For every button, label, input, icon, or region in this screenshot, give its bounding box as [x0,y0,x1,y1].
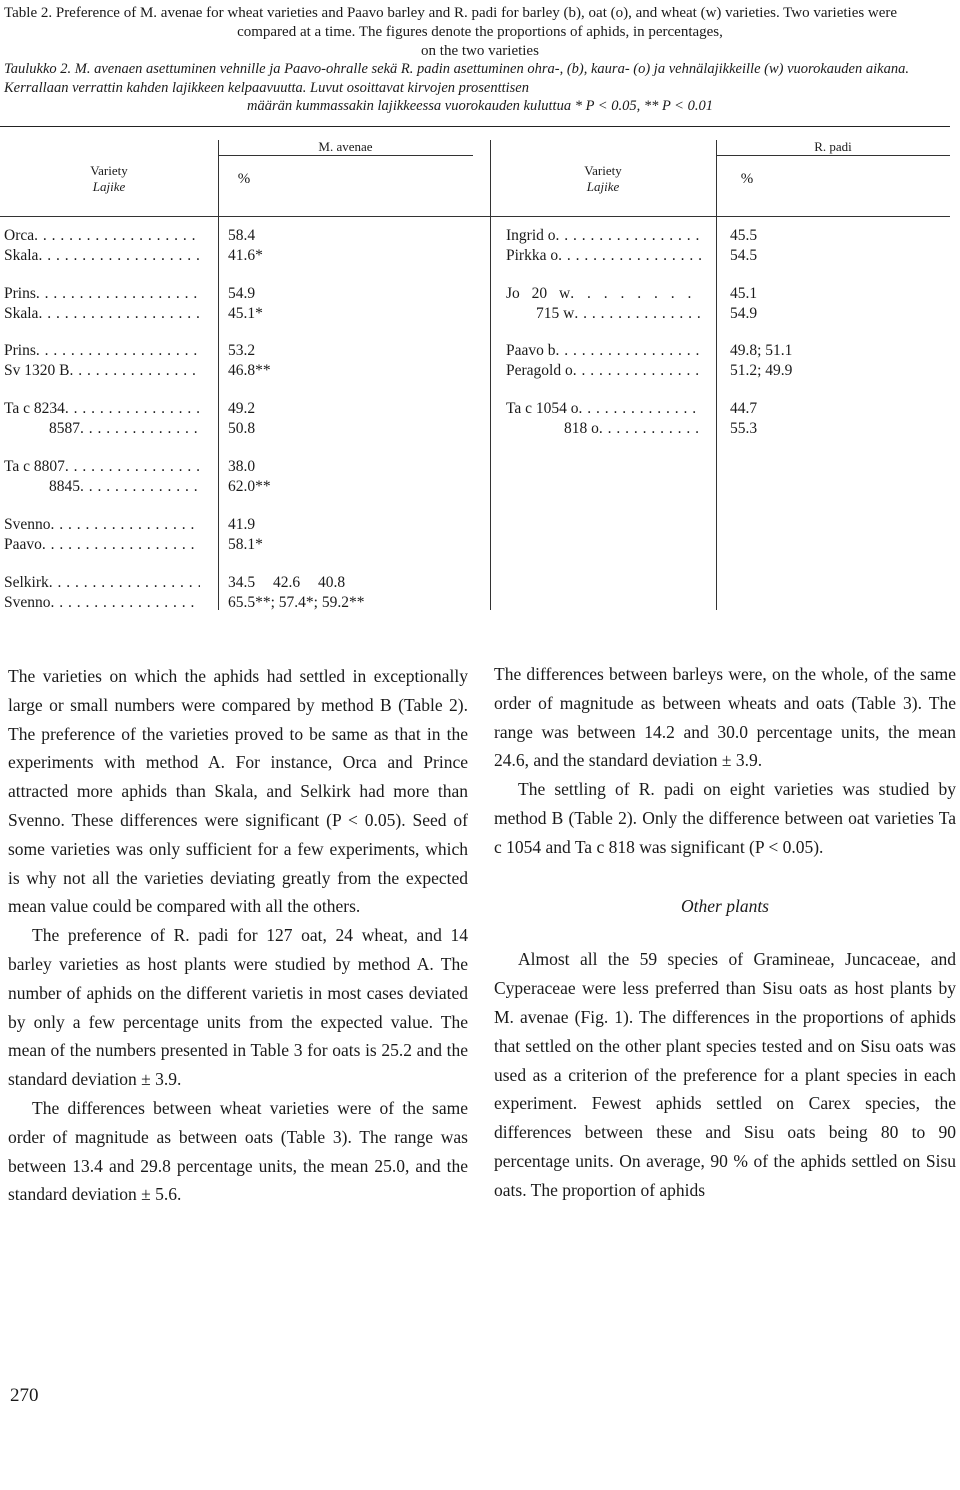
variety-name: Ta c 8234 . . . [4,399,200,419]
variety-name: Prins . . . [4,341,200,361]
lajike-label: Lajike [586,179,620,194]
paragraph: The settling of R. padi on eight varieties was studied by method B (Table 2). Only the difference between oat varieties Ta c 1054 and Ta c 818 was significant (P < 0.05). [494,779,956,857]
caption-en-line2: on the two varieties [421,43,539,59]
percent-header-left: % [237,171,251,187]
table-divider-left [218,140,219,610]
paragraph: The differences between wheat varieties were of the same order of magnitude as between oats (Table 3). The range was between 13.4 and 29.8 percentage units, the mean 25.0, and the standard deviation ± 5.6. [8,1097,468,1205]
percent-value: 54.9 [730,304,758,322]
right-group-1-names [506,226,702,265]
left-group-6-names [4,515,200,554]
percent-value: 46.8** [228,361,271,379]
percent-value: 53.2 [228,342,256,359]
m-avenae-underline [218,155,473,156]
variety-name: Jo 20 w . . . [506,284,702,304]
r-padi-header: R. padi [814,139,852,154]
variety-name: Pirkka o . . . [506,246,702,266]
percent-value: 41.9 [228,516,256,533]
variety-name: 715 w . . . [506,304,702,324]
variety-name: 8845 . . . [4,477,200,497]
caption-fi-line1: Taulukko 2. M. avenaen asettuminen vehnille ja Paavo-ohralle sekä R. padin asettuminen ohra-, (b), kaura- (o) ja vehnälajikkeille (w) vuorokauden aikana. Kerrallaan verrattin kahden lajikkeen kelpaavuutta. Luvut osoittavat kirvojen prosenttisen [4,61,909,96]
percent-value: 55.3 [730,419,758,437]
percent-value: 34.5 42.6 40.8 [228,574,346,591]
percent-value: 49.8; 51.1 [730,342,793,359]
paragraph: Almost all the 59 species of Gramineae, Juncaceae, and Cyperaceae were less preferred than Sisu oats as host plants by M. avenae (Fig. 1). The differences in the proportions of aphids that settled on the other plant species tested and on Sisu oats was used as a criterion of the preference for a plant species in each experiment. Fewest aphids settled on Carex species, the differences between these and Sisu oats being 80 to 90 percentage units. On average, 90 % of the aphids settled on Sisu oats. The proportion of aphids [494,949,956,1200]
table-header-rule [0,216,950,217]
right-group-2-names [506,284,702,323]
right-group-4-names [506,399,702,438]
variety-name: Svenno . . . [4,593,200,613]
percent-value: 54.5 [730,246,758,264]
variety-label: Variety [584,163,622,178]
variety-name: Svenno . . . [4,515,200,535]
table-divider-right [716,140,717,610]
variety-name: Prins . . . [4,284,200,304]
page-number: 270 [10,1385,39,1406]
left-group-7-names [4,573,200,612]
left-group-1-names [4,226,200,265]
paragraph: The differences between barleys were, on the whole, of the same order of magnitude as between wheats and oats (Table 3). The range was between 14.2 and 30.0 percentage units, the mean 24.6, and the standard deviation ± 3.9. [494,664,956,771]
percent-value: 41.6* [228,246,263,264]
variety-name: 8587 . . . [4,419,200,439]
variety-name: Skala . . . [4,304,200,324]
percent-header-right: % [740,171,754,187]
percent-value: 38.0 [228,458,256,475]
table-divider-middle [490,140,491,610]
table-caption-english [4,4,956,61]
percent-value: 50.8 [228,419,256,437]
variety-name: Paavo . . . [4,535,200,555]
paragraph: The varieties on which the aphids had settled in exceptionally large or small numbers were compared by method B (Table 2). The preference of the varieties proved to be same as that in the experiments with method A. For instance, Orca and Prince attracted more aphids than Skala, and Selkirk had more than Svenno. These differences were significant (P < 0.05). Seed of some varieties was only sufficient for a few experiments, which is why not all the varieties deviating greatly from the expected mean value could be compared with all the others. [8,666,468,917]
percent-value: 45.1 [730,285,758,302]
left-group-5-names [4,457,200,496]
variety-name: Selkirk . . . [4,573,200,593]
left-group-4-names [4,399,200,438]
variety-header-left [0,163,218,195]
percent-value: 62.0** [228,477,271,495]
variety-name: Skala . . . [4,246,200,266]
percent-value: 58.4 [228,227,256,244]
variety-name: Sv 1320 B . . . [4,361,200,381]
variety-name: Ingrid o . . . [506,226,702,246]
percent-value: 49.2 [228,400,256,417]
left-group-2-names [4,284,200,323]
lajike-label: Lajike [92,179,126,194]
percent-value: 44.7 [730,400,758,417]
variety-name: Orca . . . [4,226,200,246]
percent-value: 45.1* [228,304,263,322]
variety-name: Ta c 1054 o . . . [506,399,702,419]
variety-name: 818 o . . . [506,419,702,439]
percent-value: 65.5**; 57.4*; 59.2** [228,593,365,611]
caption-fi-line2: määrän kummassakin lajikkeessa vuorokauden kuluttua * P < 0.05, ** P < 0.01 [247,98,713,114]
body-left-column [8,662,468,1209]
percent-value: 45.5 [730,227,758,244]
body-right-column [494,660,956,1205]
caption-en-line1: Table 2. Preference of M. avenae for wheat varieties and Paavo barley and R. padi for barley (b), oat (o), and wheat (w) varieties. Two varieties were compared at a time. The figures denote the proportions of aphids, in percentages, [4,5,898,40]
section-heading: Other plants [681,895,769,916]
paragraph: The preference of R. padi for 127 oat, 24 wheat, and 14 barley varieties as host plants were studied by method A. The number of aphids on the different varietis in most cases deviated by only a few percentage units from the expected value. The mean of the numbers presented in Table 3 for oats is 25.2 and the standard deviation ± 3.9. [8,925,468,1090]
variety-name: Ta c 8807 . . . [4,457,200,477]
percent-value: 58.1* [228,535,263,553]
percent-value: 54.9 [228,285,256,302]
variety-name: Paavo b . . . [506,341,702,361]
right-group-3-names [506,341,702,380]
percent-value: 51.2; 49.9 [730,361,793,379]
variety-header-right [490,163,716,195]
variety-name: Peragold o . . . [506,361,702,381]
table-caption-finnish [4,60,956,116]
r-padi-underline [716,155,950,156]
left-group-3-names [4,341,200,380]
table-top-rule [0,126,950,127]
variety-label: Variety [90,163,128,178]
m-avenae-header: M. avenae [318,139,373,154]
